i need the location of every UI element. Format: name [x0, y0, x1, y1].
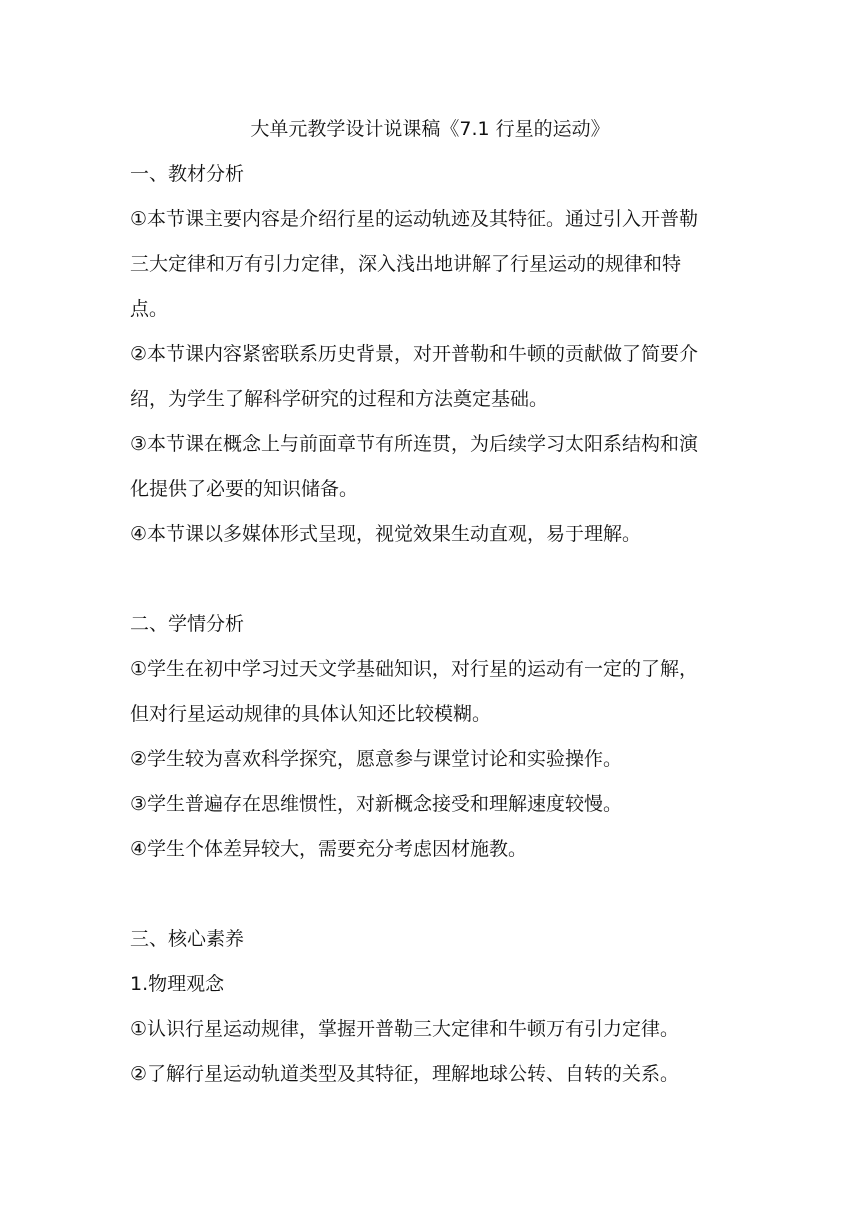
paragraph-line: 点。 [130, 298, 169, 320]
paragraph-line: ①认识行星运动规律，掌握开普勒三大定律和牛顿万有引力定律。 [130, 1018, 680, 1040]
paragraph-line: ②了解行星运动轨道类型及其特征，理解地球公转、自转的关系。 [130, 1063, 680, 1085]
subsection-heading-physics-concept: 1.物理观念 [130, 973, 225, 995]
paragraph-line: 化提供了必要的知识储备。 [130, 478, 359, 500]
paragraph-line: ②学生较为喜欢科学探究，愿意参与课堂讨论和实验操作。 [130, 748, 623, 770]
section-heading-textbook-analysis: 一、教材分析 [130, 163, 245, 185]
section-heading-core-literacy: 三、核心素养 [130, 928, 245, 950]
paragraph-line: ③学生普遍存在思维惯性，对新概念接受和理解速度较慢。 [130, 793, 623, 815]
paragraph-line: 但对行星运动规律的具体认知还比较模糊。 [130, 703, 492, 725]
paragraph-line: ④本节课以多媒体形式呈现，视觉效果生动直观，易于理解。 [130, 523, 642, 545]
paragraph-line: ③本节课在概念上与前面章节有所连贯，为后续学习太阳系结构和演 [130, 433, 699, 455]
paragraph-line: 三大定律和万有引力定律，深入浅出地讲解了行星运动的规律和特 [130, 253, 682, 275]
paragraph-line: ①本节课主要内容是介绍行星的运动轨迹及其特征。通过引入开普勒 [130, 208, 699, 230]
section-heading-student-analysis: 二、学情分析 [130, 613, 245, 635]
paragraph-line: ②本节课内容紧密联系历史背景，对开普勒和牛顿的贡献做了简要介 [130, 343, 699, 365]
paragraph-line: ①学生在初中学习过天文学基础知识，对行星的运动有一定的了解， [130, 658, 699, 680]
document-title: 大单元教学设计说课稿《7.1 行星的运动》 [250, 118, 610, 140]
paragraph-line: 绍，为学生了解科学研究的过程和方法奠定基础。 [130, 388, 549, 410]
paragraph-line: ④学生个体差异较大，需要充分考虑因材施教。 [130, 838, 528, 860]
